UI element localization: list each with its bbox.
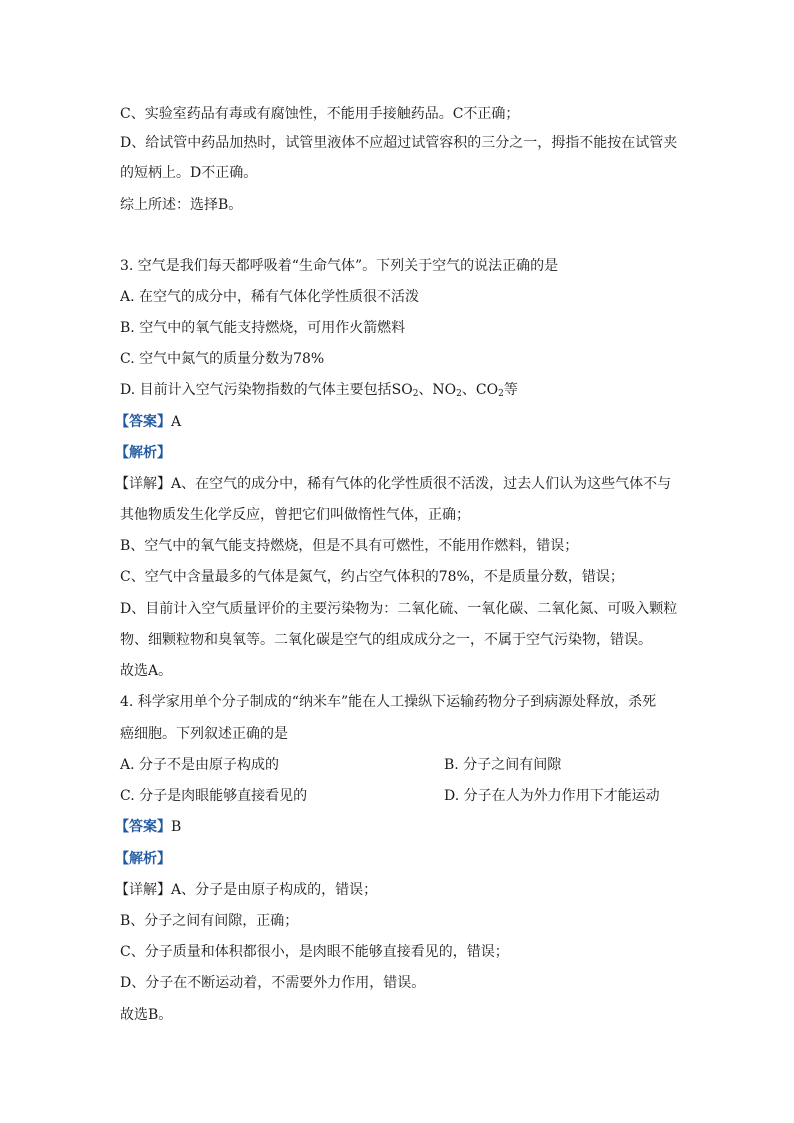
q4-detail-a-line [115,880,377,900]
q4-option-a: A. 分子不是由原子构成的 [120,757,280,773]
q3-analysis-line [115,443,171,463]
q4-answer-line [115,817,181,837]
q3-stem: 3. 空气是我们每天都呼吸着“生命气体”。下列关于空气的说法正确的是 [120,258,559,274]
answer-tag: 【答案】 [115,819,171,835]
analysis-tag: 【解析】 [115,851,171,867]
q3-detail-d-line1: D、目前计入空气质量评价的主要污染物为：二氧化硫、一氧化碳、二氧化氮、可吸入颗粒 [120,601,678,617]
detail-tag: 【详解】 [115,882,171,898]
no2-subscript: 2 [456,389,462,399]
so2-subscript: 2 [412,389,419,399]
q3-detail-a-line1 [115,474,671,494]
prev-explanation-d-line1: D、给试管中药品加热时，试管里液体不应超过试管容积的三分之一，拇指不能按在试管夹 [120,135,678,151]
q3-detail-c: C、空气中含量最多的气体是氮气，约占空气体积的78%，不是质量分数，错误； [120,569,624,585]
prev-explanation-d-line2: 的短柄上。D不正确。 [120,165,258,181]
q4-answer: B [171,819,182,835]
q4-stem-line2: 癌细胞。下列叙述正确的是 [120,726,288,742]
q3-detail-d-line2: 物、细颗粒物和臭氧等。二氧化碳是空气的组成成分之一，不属于空气污染物，错误。 [120,632,652,648]
q4-detail-d: D、分子在不断运动着，不需要外力作用，错误。 [120,975,426,991]
q3-option-d [120,380,518,400]
q4-option-d: D. 分子在人为外力作用下才能运动 [444,788,660,804]
q4-detail-a: A、分子是由原子构成的，错误； [171,882,378,898]
q3-option-d-mid2: 、CO [461,382,499,398]
q4-detail-b: B、分子之间有间隙，正确； [120,913,299,929]
q3-option-d-post: 等 [503,382,518,398]
detail-tag: 【详解】 [115,476,171,492]
q4-stem-line1: 4. 科学家用单个分子制成的“纳米车”能在人工操纵下运输药物分子到病源处释放，杀死 [120,694,657,710]
q3-option-c: C. 空气中氮气的质量分数为78% [120,351,325,367]
analysis-tag: 【解析】 [115,445,171,461]
co2-subscript: 2 [498,389,504,399]
answer-tag: 【答案】 [115,414,171,430]
q4-option-c: C. 分子是肉眼能够直接看见的 [120,788,308,804]
q3-option-a: A. 在空气的成分中，稀有气体化学性质很不活泼 [120,289,420,305]
q3-option-b: B. 空气中的氧气能支持燃烧，可用作火箭燃料 [120,320,406,336]
prev-summary: 综上所述：选择B。 [120,197,243,213]
q3-answer-line [115,412,181,432]
q3-detail-a-line2: 其他物质发生化学反应，曾把它们叫做惰性气体，正确； [120,507,470,523]
q3-conclusion: 故选A。 [120,663,173,679]
q4-conclusion: 故选B。 [120,1007,173,1023]
q4-detail-c: C、分子质量和体积都很小，是肉眼不能够直接看见的，错误； [120,944,509,960]
q3-detail-b: B、空气中的氧气能支持燃烧，但是不具有可燃性，不能用作燃料，错误； [120,538,579,554]
q3-answer: A [171,414,182,430]
q3-option-d-pre: D. 目前计入空气污染物指数的气体主要包括SO [120,382,413,398]
q4-analysis-line [115,849,171,869]
q3-detail-a1: A、在空气的成分中，稀有气体的化学性质很不活泼，过去人们认为这些气体不与 [171,476,672,492]
q4-option-b: B. 分子之间有间隙 [444,757,562,773]
q3-option-d-mid1: 、NO [418,382,457,398]
prev-explanation-c: C、实验室药品有毒或有腐蚀性，不能用手接触药品。C不正确； [120,106,520,122]
